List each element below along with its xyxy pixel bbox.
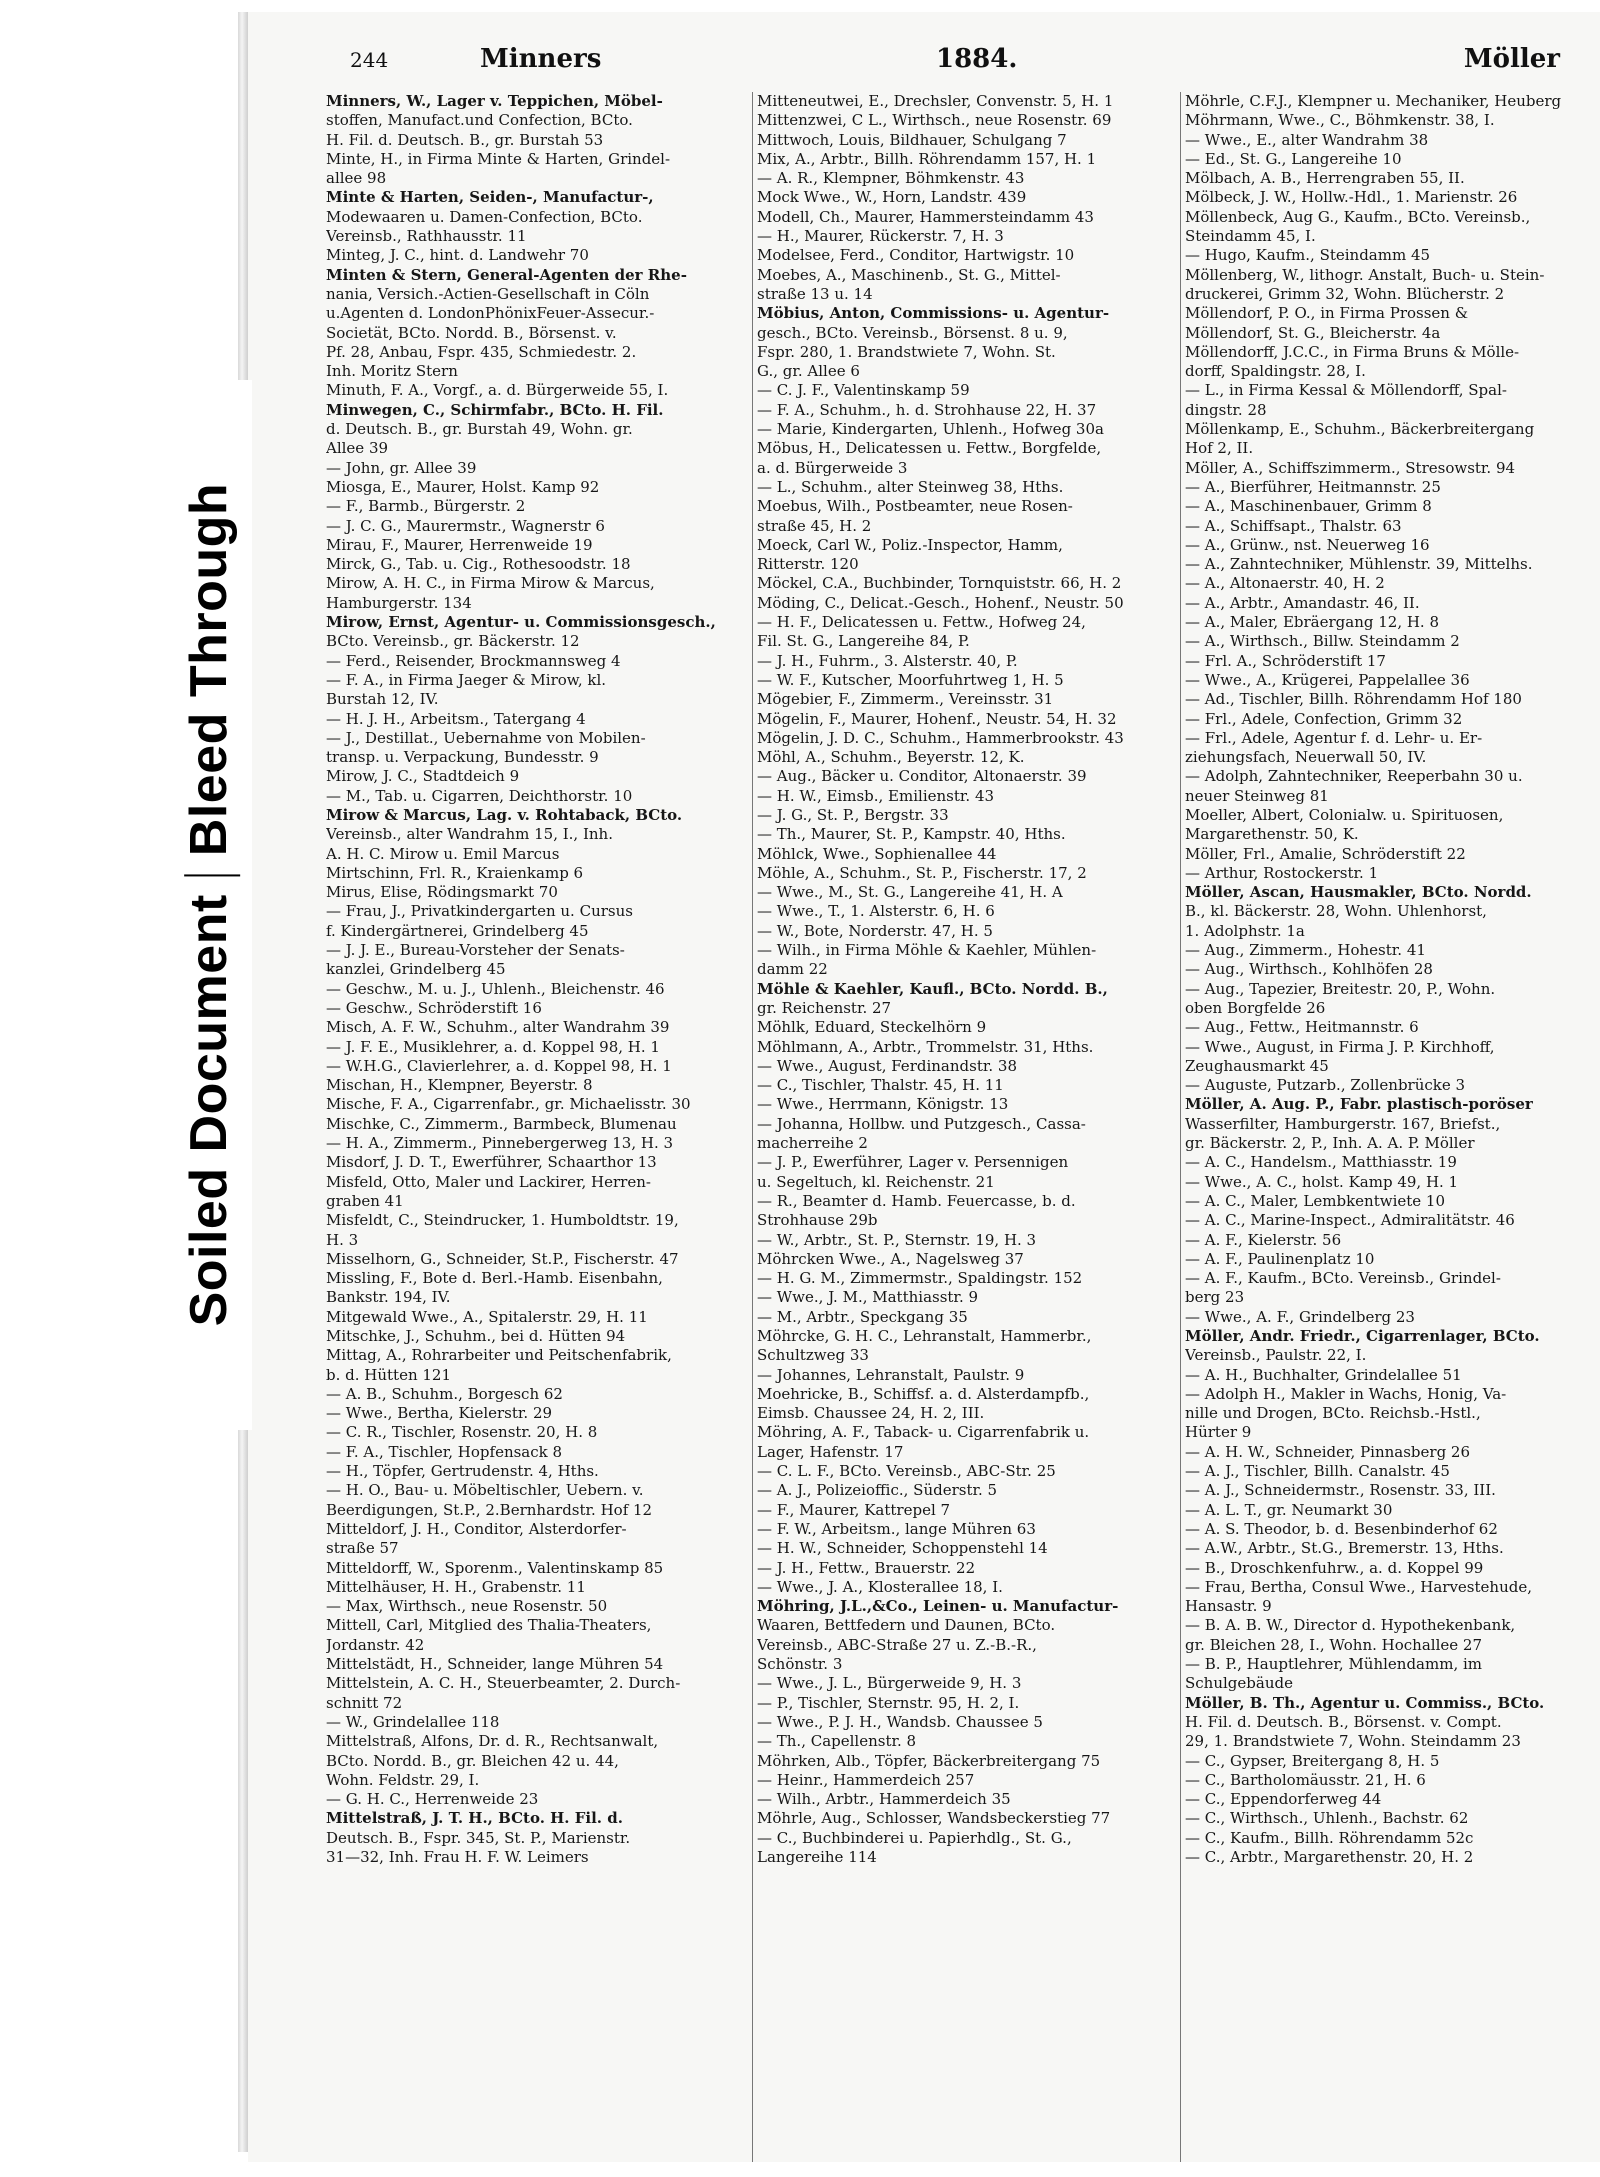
directory-entry: Ritterstr. 120 — [757, 555, 859, 574]
directory-entry: — J. H., Fuhrm., 3. Alsterstr. 40, P. — [757, 651, 1018, 670]
directory-entry: — Th., Maurer, St. P., Kampstr. 40, Hths. — [757, 825, 1066, 844]
directory-entry: Möding, C., Delicat.-Gesch., Hohenf., Neustr. 50 — [757, 593, 1124, 612]
page-header — [350, 44, 1560, 84]
directory-entry: Möllenberg, W., lithogr. Anstalt, Buch- u. Stein- — [1185, 265, 1545, 284]
directory-entry: — H. O., Bau- u. Möbeltischler, Uebern. v. — [326, 1481, 644, 1500]
directory-entry: Möhrle, Aug., Schlosser, Wandsbeckerstieg 77 — [757, 1809, 1111, 1828]
directory-entry: Vereinsb., Rathhausstr. 11 — [326, 227, 527, 246]
directory-entry: — B. A. B. W., Director d. Hypothekenbank, — [1185, 1616, 1516, 1635]
directory-entry: — Adolph, Zahntechniker, Reeperbahn 30 u. — [1185, 767, 1523, 786]
directory-entry: Vereinsb., alter Wandrahm 15, I., Inh. — [326, 825, 613, 844]
directory-entry: b. d. Hütten 121 — [326, 1365, 452, 1384]
directory-entry: u. Segeltuch, kl. Reichenstr. 21 — [757, 1172, 995, 1191]
directory-column-2 — [752, 92, 1175, 2162]
directory-entry: Societät, BCto. Nordd. B., Börsenst. v. — [326, 323, 617, 342]
directory-entry: Möhl, A., Schuhm., Beyerstr. 12, K. — [757, 748, 1025, 767]
directory-entry: — Wwe., A., Krügerei, Pappelallee 36 — [1185, 670, 1470, 689]
directory-entry: gr. Bleichen 28, I., Wohn. Hochallee 27 — [1185, 1635, 1482, 1654]
directory-entry: Möckel, C.A., Buchbinder, Tornquiststr. 66, H. 2 — [757, 574, 1122, 593]
directory-entry: Mittenzwei, C L., Wirthsch., neue Rosenstr. 69 — [757, 111, 1112, 130]
directory-entry: — Arthur, Rostockerstr. 1 — [1185, 863, 1379, 882]
directory-entry: Mirck, G., Tab. u. Cig., Rothesoodstr. 18 — [326, 555, 631, 574]
directory-entry: Möhrken, Alb., Töpfer, Bäckerbreitergang 75 — [757, 1751, 1101, 1770]
directory-entry: Mittelhäuser, H. H., Grabenstr. 11 — [326, 1577, 586, 1596]
directory-entry: — Johannes, Lehranstalt, Paulstr. 9 — [757, 1365, 1025, 1384]
directory-entry: ziehungsfach, Neuerwall 50, IV. — [1185, 748, 1427, 767]
directory-entry: Misdorf, J. D. T., Ewerführer, Schaarthor 13 — [326, 1153, 657, 1172]
directory-entry: Vereinsb., ABC-Straße 27 u. Z.-B.-R., — [757, 1635, 1037, 1654]
directory-entry: u.Agenten d. LondonPhönixFeuer-Assecur.- — [326, 304, 655, 323]
directory-entry: — Wwe., J. L., Bürgerweide 9, H. 3 — [757, 1674, 1022, 1693]
directory-entry: — A. F., Kielerstr. 56 — [1185, 1230, 1342, 1249]
directory-entry: — Wilh., in Firma Möhle & Kaehler, Mühlen- — [757, 941, 1097, 960]
directory-entry: — Wwe., J. M., Matthiasstr. 9 — [757, 1288, 979, 1307]
directory-entry: Mitschke, J., Schuhm., bei d. Hütten 94 — [326, 1327, 626, 1345]
directory-entry: — Aug., Wirthsch., Kohlhöfen 28 — [1185, 960, 1433, 979]
directory-entry: — A.W., Arbtr., St.G., Bremerstr. 13, Hths. — [1185, 1539, 1504, 1558]
directory-entry: — G. H. C., Herrenweide 23 — [326, 1790, 539, 1809]
directory-entry: Möller, Ascan, Hausmakler, BCto. Nordd. — [1185, 883, 1532, 902]
directory-entry: Möhlk, Eduard, Steckelhörn 9 — [757, 1018, 987, 1037]
directory-entry: — J. G., St. P., Bergstr. 33 — [757, 805, 949, 824]
directory-entry: f. Kindergärtnerei, Grindelberg 45 — [326, 921, 589, 940]
directory-entry: Hof 2, II. — [1185, 439, 1254, 458]
directory-entry: kanzlei, Grindelberg 45 — [326, 960, 506, 979]
directory-entry: — Johanna, Hollbw. und Putzgesch., Cassa- — [757, 1114, 1086, 1133]
directory-entry: — Wwe., August, Ferdinandstr. 38 — [757, 1056, 1017, 1075]
directory-entry: — A. J., Schneidermstr., Rosenstr. 33, III. — [1185, 1481, 1496, 1500]
stamp-divider — [185, 875, 241, 877]
directory-entry: Mölbach, A. B., Herrengraben 55, II. — [1185, 169, 1465, 188]
directory-entry: — C., Arbtr., Margarethenstr. 20, H. 2 — [1185, 1848, 1474, 1867]
directory-entry: — C., Gypser, Breitergang 8, H. 5 — [1185, 1751, 1440, 1770]
directory-entry: — H. A., Zimmerm., Pinnebergerweg 13, H. 3 — [326, 1134, 674, 1153]
directory-entry: Möhlck, Wwe., Sophienallee 44 — [757, 844, 997, 863]
directory-entry: schnitt 72 — [326, 1693, 403, 1712]
directory-entry: Mittelstraß, Alfons, Dr. d. R., Rechtsanwalt, — [326, 1732, 659, 1751]
directory-entry: Vereinsb., Paulstr. 22, I. — [1185, 1346, 1367, 1365]
directory-entry: — A. L. T., gr. Neumarkt 30 — [1185, 1500, 1393, 1519]
directory-entry: Moehricke, B., Schiffsf. a. d. Alsterdampfb., — [757, 1384, 1090, 1403]
directory-entry: gr. Bäckerstr. 2, P., Inh. A. A. P. Möller — [1185, 1134, 1475, 1153]
directory-entry: — Wwe., A. F., Grindelberg 23 — [1185, 1307, 1415, 1326]
directory-entry: Modewaaren u. Damen-Confection, BCto. — [326, 207, 643, 226]
directory-entry: — C., Eppendorferweg 44 — [1185, 1790, 1382, 1809]
directory-entry: — W., Arbtr., St. P., Sternstr. 19, H. 3 — [757, 1230, 1037, 1249]
directory-entry: — H. F., Delicatessen u. Fettw., Hofweg 24, — [757, 613, 1086, 632]
directory-entry: — A., Schiffsapt., Thalstr. 63 — [1185, 516, 1402, 535]
directory-entry: Minten & Stern, General-Agenten der Rhe- — [326, 265, 687, 284]
directory-entry: — A., Wirthsch., Billw. Steindamm 2 — [1185, 632, 1460, 651]
directory-entry: Mittelstein, A. C. H., Steuerbeamter, 2. Durch- — [326, 1674, 681, 1693]
directory-entry: Mischan, H., Klempner, Beyerstr. 8 — [326, 1076, 593, 1095]
directory-entry: — C. R., Tischler, Rosenstr. 20, H. 8 — [326, 1423, 598, 1442]
directory-entry: Lager, Hafenstr. 17 — [757, 1442, 904, 1461]
directory-entry: Möhrle, C.F.J., Klempner u. Mechaniker, Heuberg — [1185, 92, 1562, 110]
directory-entry: — M., Tab. u. Cigarren, Deichthorstr. 10 — [326, 786, 633, 805]
directory-entry: Mögelin, J. D. C., Schuhm., Hammerbrookstr. 43 — [757, 728, 1124, 747]
directory-entry: — Wwe., J. A., Klosterallee 18, I. — [757, 1577, 1003, 1596]
directory-entry: Möhring, J.L.,&Co., Leinen- u. Manufactur- — [757, 1597, 1119, 1616]
directory-entry: Misfeldt, C., Steindrucker, 1. Humboldtstr. 19, — [326, 1211, 679, 1230]
directory-entry: — H. W., Schneider, Schoppenstehl 14 — [757, 1539, 1048, 1558]
directory-entry: Strohhause 29b — [757, 1211, 878, 1230]
directory-entry: Mirtschinn, Frl. R., Kraienkamp 6 — [326, 863, 584, 882]
directory-entry: Misselhorn, G., Schneider, St.P., Fischerstr. 47 — [326, 1249, 679, 1268]
directory-entry: — F., Maurer, Kattrepel 7 — [757, 1500, 951, 1519]
directory-entry: — J. H., Fettw., Brauerstr. 22 — [757, 1558, 976, 1577]
directory-entry: Möller, Frl., Amalie, Schröderstift 22 — [1185, 844, 1466, 863]
directory-entry: Möllendorff, J.C.C., in Firma Bruns & Mölle- — [1185, 342, 1520, 361]
page-number: 244 — [350, 48, 389, 72]
directory-entry: Langereihe 114 — [757, 1848, 877, 1867]
directory-entry: Hürter 9 — [1185, 1423, 1252, 1442]
directory-entry: Allee 39 — [326, 439, 389, 458]
directory-column-3 — [1180, 92, 1569, 2162]
directory-entry: Mitteldorff, W., Sporenm., Valentinskamp 85 — [326, 1558, 664, 1577]
directory-entry: — A., Maler, Ebräergang 12, H. 8 — [1185, 613, 1440, 632]
directory-entry: — Ed., St. G., Langereihe 10 — [1185, 149, 1402, 168]
directory-entry: d. Deutsch. B., gr. Burstah 49, Wohn. gr. — [326, 420, 633, 439]
directory-entry: Misch, A. F. W., Schuhm., alter Wandrahm 39 — [326, 1018, 670, 1037]
directory-entry: Hamburgerstr. 134 — [326, 593, 472, 612]
directory-entry: — Max, Wirthsch., neue Rosenstr. 50 — [326, 1597, 608, 1616]
directory-entry: — Wwe., E., alter Wandrahm 38 — [1185, 130, 1429, 149]
directory-entry: — Wilh., Arbtr., Hammerdeich 35 — [757, 1790, 1011, 1809]
directory-entry: straße 45, H. 2 — [757, 516, 872, 535]
directory-entry: Mirau, F., Maurer, Herrenweide 19 — [326, 535, 593, 554]
directory-entry: Möbus, H., Delicatessen u. Fettw., Borgfelde, — [757, 439, 1102, 458]
directory-entry: 29, 1. Brandstwiete 7, Wohn. Steindamm 23 — [1185, 1732, 1521, 1751]
directory-entry: — Wwe., Bertha, Kielerstr. 29 — [326, 1404, 553, 1423]
directory-entry: Hansastr. 9 — [1185, 1597, 1272, 1616]
directory-entry: — L., Schuhm., alter Steinweg 38, Hths. — [757, 477, 1064, 496]
directory-entry: Mittelstraß, J. T. H., BCto. H. Fil. d. — [326, 1809, 623, 1828]
directory-entry: Steindamm 45, I. — [1185, 227, 1316, 246]
directory-entry: Mirow, A. H. C., in Firma Mirow & Marcus, — [326, 574, 655, 593]
directory-entry: — W., Bote, Norderstr. 47, H. 5 — [757, 921, 993, 940]
directory-entry: Eimsb. Chaussee 24, H. 2, III. — [757, 1404, 985, 1423]
directory-entry: a. d. Bürgerweide 3 — [757, 458, 908, 477]
directory-entry: Modell, Ch., Maurer, Hammersteindamm 43 — [757, 207, 1094, 226]
directory-entry: — M., Arbtr., Speckgang 35 — [757, 1307, 968, 1326]
directory-entry: Miosga, E., Maurer, Holst. Kamp 92 — [326, 477, 600, 496]
directory-entry: A. H. C. Mirow u. Emil Marcus — [326, 844, 560, 863]
directory-entry: Mitgewald Wwe., A., Spitalerstr. 29, H. 11 — [326, 1307, 648, 1326]
directory-entry: — Frl., Adele, Agentur f. d. Lehr- u. Er- — [1185, 728, 1483, 747]
directory-entry: — Aug., Bäcker u. Conditor, Altonaerstr. 39 — [757, 767, 1087, 786]
directory-entry: Wasserfilter, Hamburgerstr. 167, Briefst., — [1185, 1114, 1501, 1133]
directory-entry: Möhle, A., Schuhm., St. P., Fischerstr. 17, 2 — [757, 863, 1087, 882]
directory-entry: — H., Maurer, Rückerstr. 7, H. 3 — [757, 227, 1004, 246]
directory-entry: — P., Tischler, Sternstr. 95, H. 2, I. — [757, 1693, 1020, 1712]
directory-entry: — Frau, J., Privatkindergarten u. Cursus — [326, 902, 633, 921]
directory-entry: Möllenbeck, Aug G., Kaufm., BCto. Vereinsb., — [1185, 207, 1531, 226]
directory-entry: — John, gr. Allee 39 — [326, 458, 477, 477]
directory-entry: — A., Altonaerstr. 40, H. 2 — [1185, 574, 1385, 593]
directory-entry: Mische, F. A., Cigarrenfabr., gr. Michaelisstr. 30 — [326, 1095, 691, 1114]
directory-entry: Mittwoch, Louis, Bildhauer, Schulgang 7 — [757, 130, 1067, 149]
directory-entry: Fil. St. G., Langereihe 84, P. — [757, 632, 970, 651]
condition-stamp — [168, 380, 252, 1430]
directory-entry: allee 98 — [326, 169, 387, 188]
directory-entry: Deutsch. B., Fspr. 345, St. P., Marienstr. — [326, 1828, 631, 1847]
directory-entry: Möhlmann, A., Arbtr., Trommelstr. 31, Hths. — [757, 1037, 1094, 1056]
directory-entry: Mischke, C., Zimmerm., Barmbeck, Blumenau — [326, 1114, 677, 1133]
directory-entry: — F. A., Schuhm., h. d. Strohhause 22, H. 37 — [757, 400, 1097, 419]
directory-entry: dingstr. 28 — [1185, 400, 1267, 419]
directory-entry: — Adolph H., Makler in Wachs, Honig, Va- — [1185, 1384, 1507, 1403]
directory-entry: — W., Grindelallee 118 — [326, 1712, 500, 1731]
directory-entry: Möller, A., Schiffszimmerm., Stresowstr. 94 — [1185, 458, 1516, 477]
directory-entry: — A., Zahntechniker, Mühlenstr. 39, Mittelhs. — [1185, 555, 1533, 574]
header-first-entry: Minners — [480, 44, 602, 74]
directory-entry: oben Borgfelde 26 — [1185, 998, 1326, 1017]
directory-entry: — A. H., Buchhalter, Grindelallee 51 — [1185, 1365, 1462, 1384]
directory-entry: Möhring, A. F., Taback- u. Cigarrenfabrik u. — [757, 1423, 1090, 1442]
directory-entry: nille und Drogen, BCto. Reichsb.-Hstl., — [1185, 1404, 1481, 1423]
directory-entry: Mittag, A., Rohrarbeiter und Peitschenfabrik, — [326, 1346, 672, 1365]
directory-entry: straße 57 — [326, 1539, 399, 1558]
directory-entry: — H., Töpfer, Gertrudenstr. 4, Hths. — [326, 1462, 599, 1481]
directory-entry: Möller, Andr. Friedr., Cigarrenlager, BCto. — [1185, 1327, 1540, 1345]
directory-entry: Minte, H., in Firma Minte & Harten, Grindel- — [326, 149, 671, 168]
directory-entry: — A. C., Marine-Inspect., Admiralitätstr. 46 — [1185, 1211, 1515, 1230]
directory-entry: Möller, A. Aug. P., Fabr. plastisch-poröser — [1185, 1095, 1533, 1114]
directory-entry: Schultzweg 33 — [757, 1346, 869, 1365]
directory-entry: B., kl. Bäckerstr. 28, Wohn. Uhlenhorst, — [1185, 902, 1487, 921]
directory-entry: — C. J. F., Valentinskamp 59 — [757, 381, 970, 400]
directory-entry: — C., Buchbinderei u. Papierhdlg., St. G., — [757, 1828, 1072, 1847]
directory-entry: Moeck, Carl W., Poliz.-Inspector, Hamm, — [757, 535, 1063, 554]
directory-column-1 — [326, 92, 746, 2162]
directory-entry: — Frl., Adele, Confection, Grimm 32 — [1185, 709, 1463, 728]
directory-entry: Moebus, Wilh., Postbeamter, neue Rosen- — [757, 497, 1073, 516]
directory-entry: Inh. Moritz Stern — [326, 362, 458, 381]
directory-entry: Möller, B. Th., Agentur u. Commiss., BCto. — [1185, 1693, 1545, 1712]
directory-entry: — C., Kaufm., Billh. Röhrendamm 52c — [1185, 1828, 1474, 1847]
directory-entry: Margarethenstr. 50, K. — [1185, 825, 1359, 844]
directory-entry: stoffen, Manufact.und Confection, BCto. — [326, 111, 633, 130]
directory-entry: — Wwe., Herrmann, Königstr. 13 — [757, 1095, 1009, 1114]
directory-entry: BCto. Vereinsb., gr. Bäckerstr. 12 — [326, 632, 580, 651]
directory-entry: H. Fil. d. Deutsch. B., gr. Burstah 53 — [326, 130, 604, 149]
directory-entry: Zeughausmarkt 45 — [1185, 1056, 1329, 1075]
directory-entry: Mirow & Marcus, Lag. v. Rohtaback, BCto. — [326, 805, 683, 824]
directory-entry: — A., Grünw., nst. Neuerweg 16 — [1185, 535, 1430, 554]
directory-entry: Schönstr. 3 — [757, 1655, 843, 1674]
directory-entry: Möbius, Anton, Commissions- u. Agentur- — [757, 304, 1110, 323]
directory-entry: — Wwe., August, in Firma J. P. Kirchhoff, — [1185, 1037, 1495, 1056]
directory-entry: — Hugo, Kaufm., Steindamm 45 — [1185, 246, 1431, 265]
directory-entry: — Wwe., A. C., holst. Kamp 49, H. 1 — [1185, 1172, 1459, 1191]
directory-entry: nania, Versich.-Actien-Gesellschaft in Cöln — [326, 284, 650, 303]
directory-entry: — A. C., Handelsm., Matthiasstr. 19 — [1185, 1153, 1457, 1172]
directory-entry: Missling, F., Bote d. Berl.-Hamb. Eisenbahn, — [326, 1269, 663, 1288]
directory-entry: — J. J. E., Bureau-Vorsteher der Senats- — [326, 941, 625, 960]
directory-entry: gr. Reichenstr. 27 — [757, 998, 892, 1017]
directory-entry: — R., Beamter d. Hamb. Feuercasse, b. d. — [757, 1191, 1076, 1210]
directory-entry: — C. L. F., BCto. Vereinsb., ABC-Str. 25 — [757, 1462, 1056, 1481]
directory-entry: — Heinr., Hammerdeich 257 — [757, 1770, 975, 1789]
directory-entry: Möhrcken Wwe., A., Nagelsweg 37 — [757, 1249, 1024, 1268]
directory-entry: — C., Wirthsch., Uhlenh., Bachstr. 62 — [1185, 1809, 1469, 1828]
directory-entry: Moeller, Albert, Colonialw. u. Spirituosen, — [1185, 805, 1504, 824]
directory-entry: — B., Droschkenfuhrw., a. d. Koppel 99 — [1185, 1558, 1484, 1577]
directory-entry: Minte & Harten, Seiden-, Manufactur-, — [326, 188, 654, 207]
directory-entry: BCto. Nordd. B., gr. Bleichen 42 u. 44, — [326, 1751, 619, 1770]
directory-entry: Mögelin, F., Maurer, Hohenf., Neustr. 54, H. 32 — [757, 709, 1117, 728]
directory-entry: — Frl. A., Schröderstift 17 — [1185, 651, 1386, 670]
directory-entry: Misfeld, Otto, Maler und Lackirer, Herren- — [326, 1172, 651, 1191]
directory-entry: — A. C., Maler, Lembkentwiete 10 — [1185, 1191, 1446, 1210]
stamp-bleed-through: Bleed Through — [180, 483, 239, 857]
directory-entry: H. Fil. d. Deutsch. B., Börsenst. v. Compt. — [1185, 1712, 1502, 1731]
directory-entry: — A., Arbtr., Amandastr. 46, II. — [1185, 593, 1420, 612]
directory-entry: — H. G. M., Zimmermstr., Spaldingstr. 152 — [757, 1269, 1083, 1288]
directory-entry: — C., Bartholomäusstr. 21, H. 6 — [1185, 1770, 1426, 1789]
directory-entry: — L., in Firma Kessal & Möllendorff, Spal- — [1185, 381, 1507, 400]
directory-entry: Mögebier, F., Zimmerm., Vereinsstr. 31 — [757, 690, 1054, 709]
directory-entry: Beerdigungen, St.P., 2.Bernhardstr. Hof 12 — [326, 1500, 653, 1519]
directory-entry: — W.H.G., Clavierlehrer, a. d. Koppel 98, H. 1 — [326, 1056, 672, 1075]
directory-entry: — A. H. W., Schneider, Pinnasberg 26 — [1185, 1442, 1471, 1461]
directory-entry: — J. F. E., Musiklehrer, a. d. Koppel 98, H. 1 — [326, 1037, 660, 1056]
directory-entry: macherreihe 2 — [757, 1134, 868, 1153]
directory-entry: Möhrcke, G. H. C., Lehranstalt, Hammerbr., — [757, 1327, 1092, 1345]
header-year: 1884. — [936, 44, 1018, 74]
directory-entry: 1. Adolphstr. 1a — [1185, 921, 1305, 940]
directory-entry: Mitteneutwei, E., Drechsler, Convenstr. 5, H. 1 — [757, 92, 1114, 110]
directory-entry: — Wwe., P. J. H., Wandsb. Chaussee 5 — [757, 1712, 1043, 1731]
directory-entry: — A. B., Schuhm., Borgesch 62 — [326, 1384, 563, 1403]
directory-entry: straße 13 u. 14 — [757, 284, 873, 303]
directory-entry: Möhrmann, Wwe., C., Böhmkenstr. 38, I. — [1185, 111, 1495, 130]
directory-entry: Fspr. 280, 1. Brandstwiete 7, Wohn. St. — [757, 342, 1056, 361]
directory-entry: — J. C. G., Maurermstr., Wagnerstr 6 — [326, 516, 605, 535]
directory-entry: Möllendorf, St. G., Bleicherstr. 4a — [1185, 323, 1441, 342]
directory-entry: — A. S. Theodor, b. d. Besenbinderhof 62 — [1185, 1519, 1498, 1538]
directory-entry: — Ad., Tischler, Billh. Röhrendamm Hof 180 — [1185, 690, 1522, 709]
directory-entry: — A. J., Tischler, Billh. Canalstr. 45 — [1185, 1462, 1450, 1481]
directory-entry: Minteg, J. C., hint. d. Landwehr 70 — [326, 246, 589, 265]
directory-entry: Mock Wwe., W., Horn, Landstr. 439 — [757, 188, 1027, 207]
directory-entry: neuer Steinweg 81 — [1185, 786, 1329, 805]
directory-entry: — H. W., Eimsb., Emilienstr. 43 — [757, 786, 995, 805]
directory-entry: Mölbeck, J. W., Hollw.-Hdl., 1. Marienstr. 26 — [1185, 188, 1518, 207]
directory-entry: H. 3 — [326, 1230, 359, 1249]
directory-entry: — Auguste, Putzarb., Zollenbrücke 3 — [1185, 1076, 1466, 1095]
directory-entry: berg 23 — [1185, 1288, 1245, 1307]
directory-entry: graben 41 — [326, 1191, 404, 1210]
directory-entry: — A. J., Polizeioffic., Süderstr. 5 — [757, 1481, 998, 1500]
header-last-entry: Möller — [1463, 44, 1560, 74]
directory-entry: — A. F., Paulinenplatz 10 — [1185, 1249, 1375, 1268]
directory-entry: — A., Bierführer, Heitmannstr. 25 — [1185, 477, 1441, 496]
directory-entry: druckerei, Grimm 32, Wohn. Blücherstr. 2 — [1185, 284, 1505, 303]
directory-entry: — Ferd., Reisender, Brockmannsweg 4 — [326, 651, 621, 670]
directory-entry: Jordanstr. 42 — [326, 1635, 425, 1654]
directory-entry: Mittell, Carl, Mitglied des Thalia-Theaters, — [326, 1616, 652, 1635]
directory-entry: Wohn. Feldstr. 29, I. — [326, 1770, 480, 1789]
directory-entry: Möllendorf, P. O., in Firma Prossen & — [1185, 304, 1469, 323]
directory-entry: — Frau, Bertha, Consul Wwe., Harvestehude, — [1185, 1577, 1532, 1596]
directory-entry: Möhle & Kaehler, Kaufl., BCto. Nordd. B., — [757, 979, 1108, 998]
directory-entry: transp. u. Verpackung, Bundesstr. 9 — [326, 748, 599, 767]
directory-entry: Waaren, Bettfedern und Daunen, BCto. — [757, 1616, 1056, 1635]
directory-entry: — F., Barmb., Bürgerstr. 2 — [326, 497, 526, 516]
directory-entry: G., gr. Allee 6 — [757, 362, 860, 381]
directory-entry: damm 22 — [757, 960, 828, 979]
directory-entry: Minners, W., Lager v. Teppichen, Möbel- — [326, 92, 663, 110]
directory-entry: Mirow, Ernst, Agentur- u. Commissionsgesch., — [326, 613, 716, 632]
directory-entry: Mirus, Elise, Rödingsmarkt 70 — [326, 883, 558, 902]
directory-entry: — A. R., Klempner, Böhmkenstr. 43 — [757, 169, 1025, 188]
directory-entry: gesch., BCto. Vereinsb., Börsenst. 8 u. 9, — [757, 323, 1068, 342]
directory-entry: — Aug., Zimmerm., Hohestr. 41 — [1185, 941, 1426, 960]
directory-entry: Mittelstädt, H., Schneider, lange Mühren 54 — [326, 1655, 664, 1674]
directory-entry: — Wwe., M., St. G., Langereihe 41, H. A — [757, 883, 1063, 902]
directory-entry: — J. P., Ewerführer, Lager v. Persennigen — [757, 1153, 1069, 1172]
directory-entry: 31—32, Inh. Frau H. F. W. Leimers — [326, 1848, 589, 1867]
directory-entry: — Geschw., M. u. J., Uhlenh., Bleichenstr. 46 — [326, 979, 665, 998]
directory-entry: — A. F., Kaufm., BCto. Vereinsb., Grindel- — [1185, 1269, 1501, 1288]
directory-entry: — F. W., Arbeitsm., lange Mühren 63 — [757, 1519, 1036, 1538]
directory-entry: Minwegen, C., Schirmfabr., BCto. H. Fil. — [326, 400, 664, 419]
directory-entry: Pf. 28, Anbau, Fspr. 435, Schmiedestr. 2. — [326, 342, 637, 361]
directory-entry: dorff, Spaldingstr. 28, I. — [1185, 362, 1366, 381]
directory-entry: Möllenkamp, E., Schuhm., Bäckerbreitergang — [1185, 420, 1535, 439]
directory-entry: — A., Maschinenbauer, Grimm 8 — [1185, 497, 1432, 516]
directory-entry: Moebes, A., Maschinenb., St. G., Mittel- — [757, 265, 1061, 284]
directory-entry: — Th., Capellenstr. 8 — [757, 1732, 917, 1751]
directory-entry: Burstah 12, IV. — [326, 690, 439, 709]
directory-entry: Modelsee, Ferd., Conditor, Hartwigstr. 10 — [757, 246, 1075, 265]
directory-entry: — Marie, Kindergarten, Uhlenh., Hofweg 30a — [757, 420, 1104, 439]
stamp-soiled-document: Soiled Document — [180, 894, 239, 1327]
directory-entry: — B. P., Hauptlehrer, Mühlendamm, im — [1185, 1655, 1483, 1674]
directory-entry: — Aug., Fettw., Heitmannstr. 6 — [1185, 1018, 1419, 1037]
directory-entry: Mitteldorf, J. H., Conditor, Alsterdorfer- — [326, 1519, 627, 1538]
directory-entry: — Wwe., T., 1. Alsterstr. 6, H. 6 — [757, 902, 995, 921]
directory-entry: — C., Tischler, Thalstr. 45, H. 11 — [757, 1076, 1004, 1095]
directory-entry: Mix, A., Arbtr., Billh. Röhrendamm 157, H. 1 — [757, 149, 1097, 168]
directory-entry: Schulgebäude — [1185, 1674, 1293, 1693]
directory-entry: — Aug., Tapezier, Breitestr. 20, P., Wohn. — [1185, 979, 1496, 998]
directory-entry: Minuth, F. A., Vorgf., a. d. Bürgerweide 55, I. — [326, 381, 669, 400]
directory-entry: — F. A., in Firma Jaeger & Mirow, kl. — [326, 670, 607, 689]
directory-entry: — F. A., Tischler, Hopfensack 8 — [326, 1442, 563, 1461]
directory-entry: — W. F., Kutscher, Moorfuhrtweg 1, H. 5 — [757, 670, 1064, 689]
directory-entry: — J., Destillat., Uebernahme von Mobilen- — [326, 728, 646, 747]
directory-entry: Mirow, J. C., Stadtdeich 9 — [326, 767, 520, 786]
directory-entry: Bankstr. 194, IV. — [326, 1288, 451, 1307]
directory-entry: — Geschw., Schröderstift 16 — [326, 998, 542, 1017]
directory-entry: — H. J. H., Arbeitsm., Tatergang 4 — [326, 709, 586, 728]
